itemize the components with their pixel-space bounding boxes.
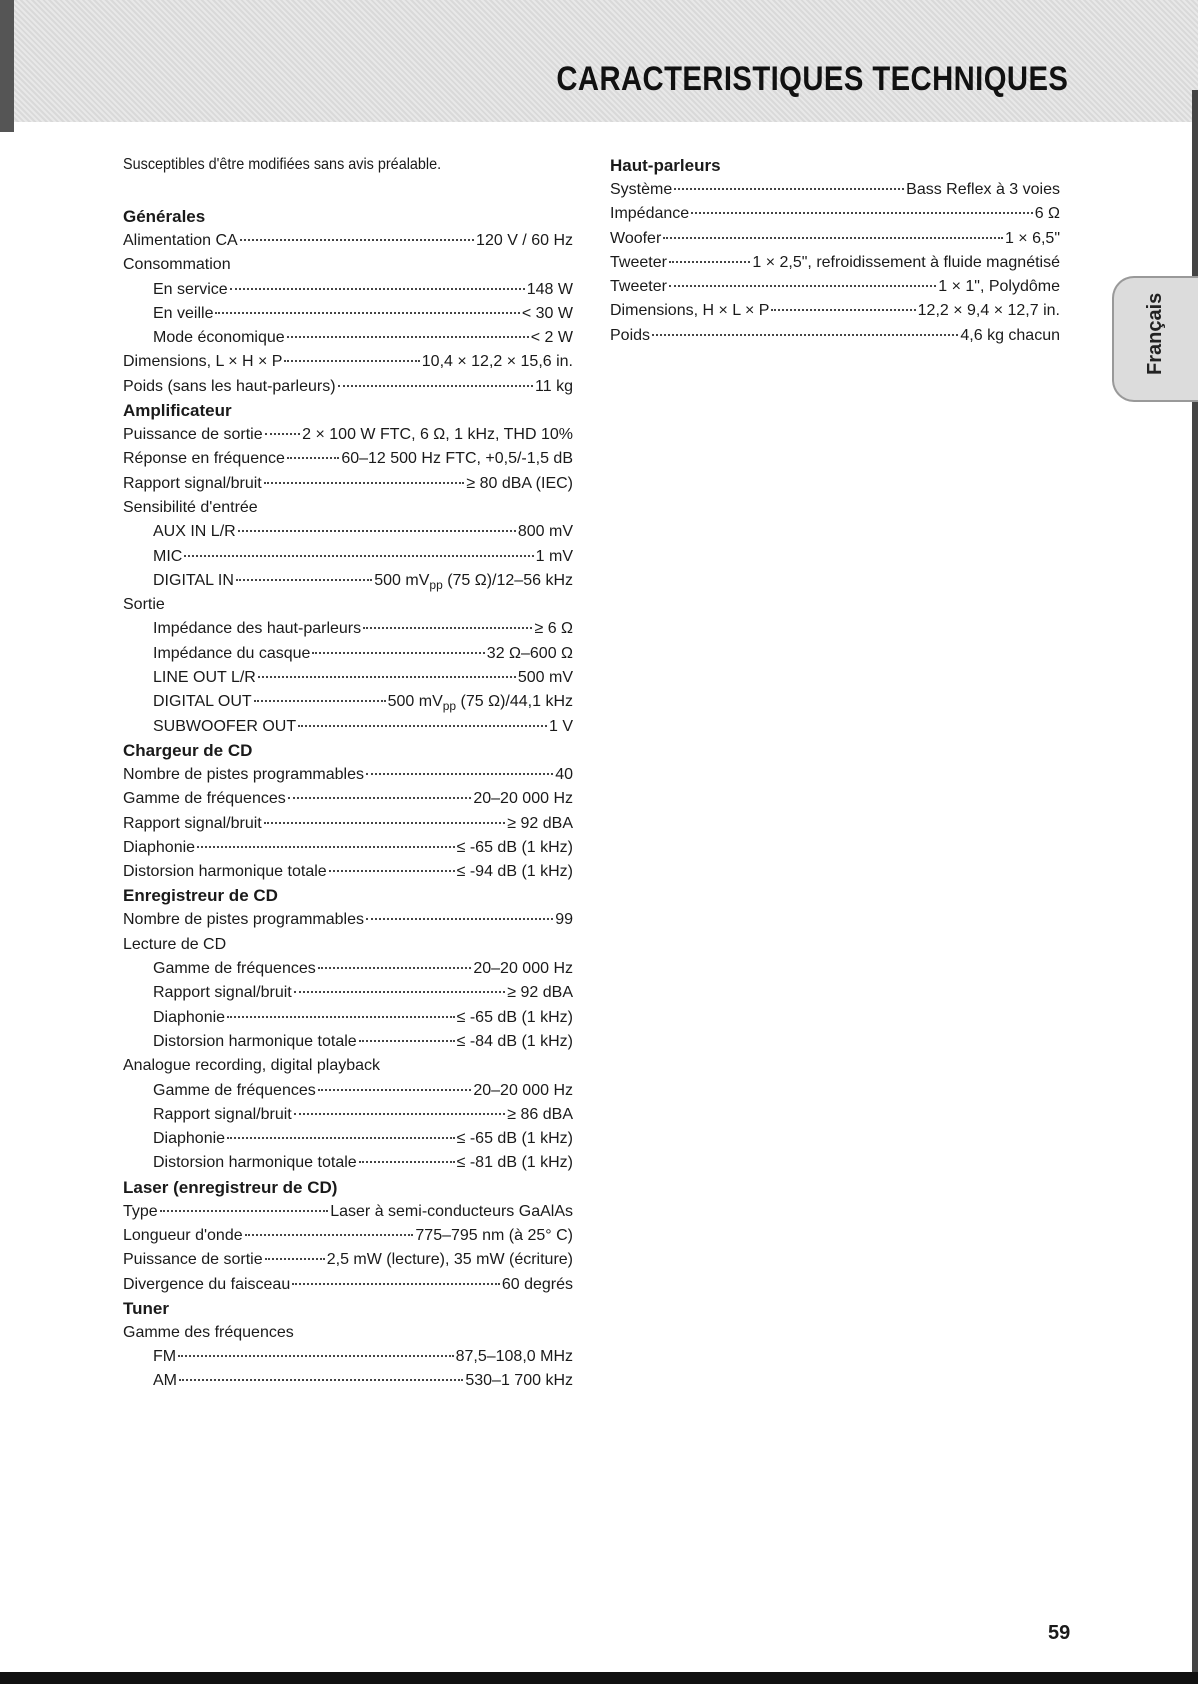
leader-dots — [298, 725, 547, 727]
spec-value: 500 $mV_{pp}$ (75 Ω)/44,1 kHz — [387, 693, 573, 714]
spec-row — [123, 447, 573, 471]
spec-row — [123, 520, 573, 544]
spec-row — [123, 642, 573, 666]
spec-row — [123, 1079, 573, 1103]
spec-label: Rapport signal/bruit — [153, 1105, 292, 1123]
spec-label: Distorsion harmonique totale — [153, 1154, 357, 1172]
spec-label: AUX IN L/R — [153, 523, 236, 541]
spec-value: ≤ -94 dB (1 kHz) — [456, 863, 573, 881]
spec-label: En service — [153, 280, 228, 298]
leader-dots — [294, 991, 506, 993]
section-chargeur — [123, 739, 573, 884]
spec-label: Gamme de fréquences — [123, 790, 286, 808]
leader-dots — [215, 312, 519, 314]
spec-label: Rapport signal/bruit — [123, 474, 262, 492]
spec-label: Rapport signal/bruit — [123, 814, 262, 832]
spec-row — [123, 423, 573, 447]
spec-label: AM — [153, 1372, 177, 1390]
spec-row — [123, 1224, 573, 1248]
spec-row — [123, 375, 573, 399]
spec-label: Impédance des haut-parleurs — [153, 620, 362, 638]
spec-value: 40 — [555, 765, 573, 783]
language-tab — [1112, 276, 1198, 402]
spec-row — [123, 1321, 573, 1345]
leader-dots — [674, 188, 904, 190]
spec-label: Impédance du casque — [153, 644, 311, 662]
leader-dots — [240, 239, 474, 241]
spec-row — [123, 229, 573, 253]
section-generales — [123, 205, 573, 399]
leader-dots — [771, 309, 915, 311]
spec-label: SUBWOOFER OUT — [153, 717, 297, 735]
leader-dots — [236, 579, 372, 581]
leader-dots — [359, 1161, 455, 1163]
spec-row — [123, 302, 573, 326]
leader-dots — [329, 870, 455, 872]
page-number: 59 — [1048, 1622, 1071, 1644]
spec-label: LINE OUT L/R — [153, 669, 256, 687]
leader-dots — [287, 336, 529, 338]
spec-label: Poids — [610, 326, 651, 344]
spec-label: Dimensions, L × H × P — [123, 353, 283, 371]
leader-dots — [363, 627, 532, 629]
leader-dots — [652, 334, 958, 336]
spec-row — [610, 178, 1060, 202]
spec-value: 20–20 000 Hz — [473, 1081, 573, 1099]
spec-value: 32 Ω–600 Ω — [486, 644, 573, 662]
leader-dots — [287, 457, 339, 459]
spec-row — [123, 666, 573, 690]
spec-label: Mode économique — [153, 329, 285, 347]
leader-dots — [179, 1379, 463, 1381]
section-title: Générales — [123, 207, 206, 226]
leader-dots — [245, 1234, 414, 1236]
bottom-bar — [0, 1672, 1198, 1684]
spec-label: Diaphonie — [153, 1130, 226, 1148]
leader-dots — [227, 1016, 455, 1018]
section-tuner — [123, 1297, 573, 1394]
spec-value: 10,4 × 12,2 × 15,6 in. — [421, 353, 573, 371]
subtitle: Susceptibles d'être modifiées sans avis préalable. — [123, 156, 442, 173]
leader-dots — [318, 1089, 472, 1091]
spec-row — [123, 1369, 573, 1393]
section-amplificateur — [123, 399, 573, 739]
spec-value: 11 kg — [535, 377, 573, 395]
spec-value: 87,5–108,0 MHz — [455, 1348, 573, 1366]
leader-dots — [288, 797, 472, 799]
right-column — [610, 154, 1060, 348]
spec-row — [610, 227, 1060, 251]
spec-label: MIC — [153, 547, 183, 565]
spec-value: ≥ 92 dBA — [507, 984, 573, 1002]
spec-label: En veille — [153, 304, 214, 322]
leader-dots — [265, 433, 301, 435]
leader-dots — [184, 555, 533, 557]
spec-label: Type — [123, 1202, 158, 1220]
spec-row — [123, 1103, 573, 1127]
spec-value: 500 mV — [517, 669, 573, 687]
spec-label: Rapport signal/bruit — [153, 984, 292, 1002]
spec-value: ≥ 86 dBA — [507, 1105, 573, 1123]
spec-row — [123, 836, 573, 860]
spec-row — [123, 812, 573, 836]
spec-value: 500 $mV_{pp}$ (75 Ω)/12–56 kHz — [374, 571, 573, 593]
spec-value: ≤ -65 dB (1 kHz) — [456, 1130, 573, 1148]
spec-label: Woofer — [610, 229, 662, 247]
leader-dots — [265, 1258, 325, 1260]
spec-row — [123, 326, 573, 350]
spec-row — [123, 933, 573, 957]
spec-label: Consommation — [123, 256, 231, 274]
leader-dots — [366, 918, 553, 920]
spec-value: 1 × 2,5", refroidissement à fluide magnétisé — [752, 253, 1060, 271]
spec-label: DIGITAL OUT — [153, 693, 252, 711]
spec-row — [123, 690, 573, 714]
spec-row — [123, 496, 573, 520]
section-title: Haut-parleurs — [610, 156, 721, 175]
section-title: Tuner — [123, 1298, 169, 1318]
section-title: Enregistreur de CD — [123, 886, 278, 906]
spec-row — [123, 1127, 573, 1151]
section-title: Amplificateur — [123, 401, 232, 421]
spec-value: < 2 W — [530, 329, 573, 347]
spec-value: < 30 W — [521, 304, 573, 322]
spec-row — [123, 545, 573, 569]
spec-value: 99 — [555, 911, 573, 929]
spec-label: Analogue recording, digital playback — [123, 1057, 381, 1075]
spec-label: Système — [610, 181, 673, 198]
spec-value: 20–20 000 Hz — [473, 960, 573, 978]
spec-value: 2 × 100 W FTC, 6 Ω, 1 kHz, THD 10% — [302, 426, 573, 444]
leader-dots — [238, 530, 516, 532]
spec-label: Tweeter — [610, 278, 667, 296]
spec-label: Nombre de pistes programmables — [123, 911, 364, 929]
spec-label: Lecture de CD — [123, 935, 227, 953]
spec-label: Diaphonie — [153, 1008, 226, 1026]
spec-label: Puissance de sortie — [123, 426, 263, 444]
spec-value: 2,5 mW (lecture), 35 mW (écriture) — [326, 1251, 573, 1269]
spec-value: ≥ 80 dBA (IEC) — [466, 474, 573, 492]
spec-value: ≥ 6 Ω — [534, 620, 573, 638]
spec-label: Dimensions, H × L × P — [610, 302, 770, 320]
spec-label: Distorsion harmonique totale — [123, 863, 327, 881]
section-enregistreur — [123, 884, 573, 1175]
spec-row — [123, 278, 573, 302]
spec-row — [123, 1006, 573, 1030]
spec-row — [123, 981, 573, 1005]
spec-label: Diaphonie — [123, 838, 196, 856]
spec-row — [610, 299, 1060, 323]
spec-row — [123, 1248, 573, 1272]
spec-value: 148 W — [526, 280, 573, 298]
spec-row — [123, 569, 573, 593]
spec-label: Gamme de fréquences — [153, 1081, 316, 1099]
spec-value: 20–20 000 Hz — [473, 790, 573, 808]
leader-dots — [178, 1355, 453, 1357]
leader-dots — [264, 482, 465, 484]
spec-value: Laser à semi-conducteurs GaAlAs — [330, 1202, 573, 1220]
leader-dots — [366, 773, 553, 775]
spec-row — [123, 1030, 573, 1054]
spec-row — [123, 1345, 573, 1369]
spec-value: 4,6 kg chacun — [960, 326, 1060, 344]
spec-row — [123, 763, 573, 787]
section-laser — [123, 1176, 573, 1297]
spec-row — [123, 908, 573, 932]
spec-row — [123, 617, 573, 641]
spec-label: Divergence du faisceau — [123, 1275, 291, 1293]
spec-label: Nombre de pistes programmables — [123, 765, 364, 783]
spec-row — [123, 253, 573, 277]
language-tab-label: Français — [1144, 292, 1166, 375]
spec-row — [610, 251, 1060, 275]
spec-label: Gamme de fréquences — [153, 960, 316, 978]
spec-value: 800 mV — [517, 523, 573, 541]
spec-row — [123, 1273, 573, 1297]
spec-value: ≤ -81 dB (1 kHz) — [456, 1154, 573, 1172]
spec-value: ≤ -65 dB (1 kHz) — [456, 838, 573, 856]
leader-dots — [318, 967, 472, 969]
leader-dots — [230, 288, 525, 290]
spec-row — [123, 787, 573, 811]
spec-label: Sensibilité d'entrée — [123, 498, 258, 516]
leader-dots — [669, 261, 750, 263]
spec-value: 1 mV — [535, 547, 573, 565]
spec-value: 120 V / 60 Hz — [476, 232, 573, 249]
spec-value: 1 × 1", Polydôme — [938, 278, 1060, 296]
spec-value: 530–1 700 kHz — [465, 1372, 573, 1390]
spec-value: 60–12 500 Hz FTC, +0,5/-1,5 dB — [341, 450, 573, 468]
spec-value: 775–795 nm (à 25° C) — [415, 1226, 573, 1244]
leader-dots — [292, 1283, 500, 1285]
leader-dots — [197, 846, 455, 848]
spec-value: Bass Reflex à 3 voies — [906, 181, 1060, 198]
leader-dots — [258, 676, 516, 678]
spec-label: Réponse en fréquence — [123, 450, 285, 468]
spec-value: ≤ -65 dB (1 kHz) — [456, 1008, 573, 1026]
spec-row — [123, 860, 573, 884]
leader-dots — [359, 1040, 455, 1042]
spec-row — [610, 324, 1060, 348]
section-title: Chargeur de CD — [123, 740, 253, 760]
spec-row — [123, 957, 573, 981]
spec-row — [610, 275, 1060, 299]
spec-label: Distorsion harmonique totale — [153, 1032, 357, 1050]
spec-label: Impédance — [610, 205, 690, 223]
spec-label: Poids (sans les haut-parleurs) — [123, 377, 336, 395]
spec-row — [123, 1151, 573, 1175]
spec-label: Sortie — [123, 596, 165, 614]
spec-label: FM — [153, 1348, 177, 1366]
leader-dots — [691, 212, 1033, 214]
spec-value: ≥ 92 dBA — [507, 814, 573, 832]
leader-dots — [338, 385, 534, 387]
spec-value: 1 V — [548, 717, 573, 735]
leader-dots — [312, 652, 484, 654]
leader-dots — [264, 822, 506, 824]
left-column — [123, 205, 573, 1394]
spec-row — [123, 1054, 573, 1078]
leader-dots — [227, 1137, 455, 1139]
spec-label: Alimentation CA — [123, 232, 238, 249]
spec-value: 6 Ω — [1034, 205, 1060, 223]
leader-dots — [254, 700, 386, 702]
spec-row — [123, 472, 573, 496]
section-title: Laser (enregistreur de CD) — [123, 1177, 338, 1197]
leader-dots — [294, 1113, 506, 1115]
page-title: CARACTERISTIQUES TECHNIQUES — [556, 60, 1068, 98]
spec-value: 1 × 6,5" — [1004, 229, 1060, 247]
spec-value: ≤ -84 dB (1 kHz) — [456, 1032, 573, 1050]
header-left-edge — [0, 0, 14, 132]
spec-row — [123, 350, 573, 374]
spec-label: Tweeter — [610, 253, 667, 271]
spec-label: Puissance de sortie — [123, 1251, 263, 1269]
spec-label: Longueur d'onde — [123, 1226, 243, 1244]
leader-dots — [284, 360, 419, 362]
leader-dots — [160, 1210, 329, 1212]
spec-row — [610, 202, 1060, 226]
spec-row — [123, 1200, 573, 1224]
spec-label: Gamme des fréquences — [123, 1323, 294, 1341]
spec-value: 12,2 × 9,4 × 12,7 in. — [917, 302, 1060, 320]
leader-dots — [669, 285, 936, 287]
spec-label: DIGITAL IN — [153, 571, 234, 589]
spec-value: 60 degrés — [501, 1275, 573, 1293]
section-hautparleurs — [610, 154, 1060, 348]
leader-dots — [663, 237, 1003, 239]
